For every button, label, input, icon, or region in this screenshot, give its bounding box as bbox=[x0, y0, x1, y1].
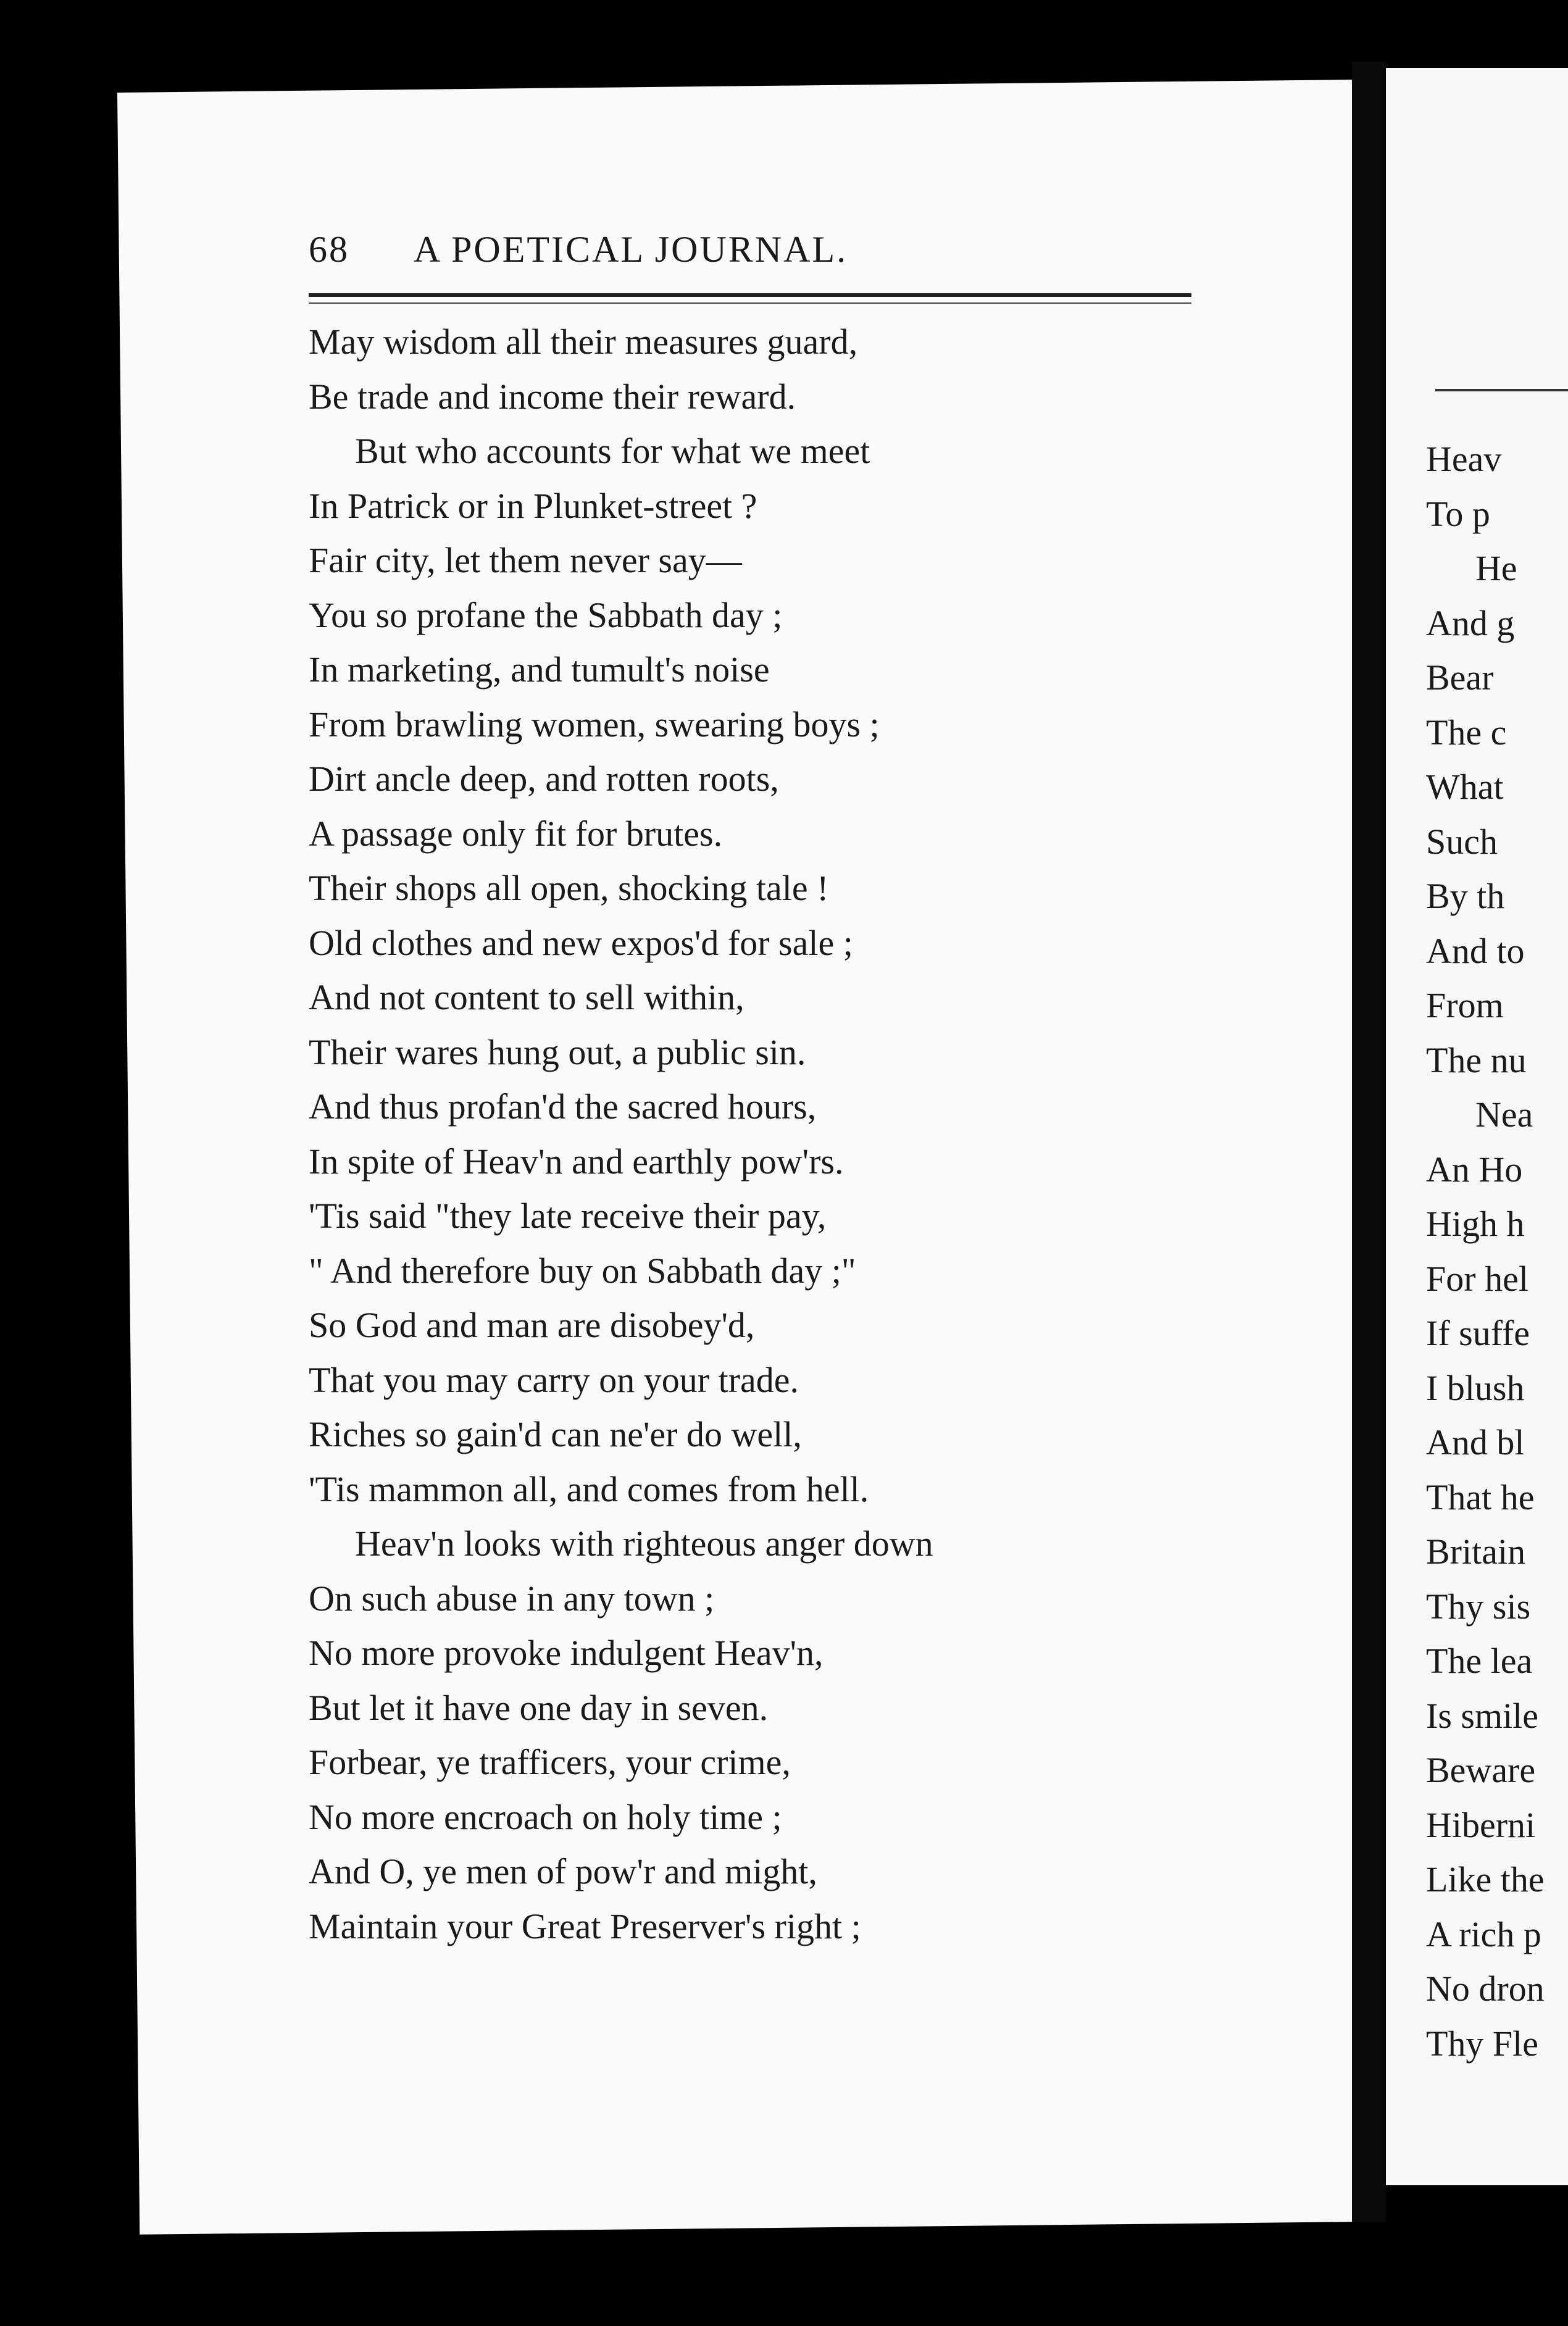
right-page-lines bbox=[1426, 432, 1545, 2071]
poem-line: " And therefore buy on Sabbath day ;" bbox=[309, 1250, 856, 1291]
poem-line: 'Tis mammon all, and comes from hell. bbox=[309, 1469, 869, 1509]
right-line: To p bbox=[1426, 493, 1490, 534]
right-line: And to bbox=[1426, 930, 1525, 971]
poem-line: That you may carry on your trade. bbox=[309, 1359, 799, 1400]
right-line: Like the bbox=[1426, 1859, 1545, 1899]
right-line: What bbox=[1426, 767, 1504, 807]
right-line: And bl bbox=[1426, 1422, 1525, 1462]
right-line: Thy sis bbox=[1426, 1586, 1531, 1627]
poem-line: But let it have one day in seven. bbox=[309, 1687, 769, 1728]
poem-line: No more encroach on holy time ; bbox=[309, 1796, 782, 1837]
right-line: Such bbox=[1426, 821, 1498, 862]
right-line: The nu bbox=[1426, 1040, 1527, 1080]
right-line: The lea bbox=[1426, 1641, 1533, 1681]
poem-line: A passage only fit for brutes. bbox=[309, 813, 723, 854]
poem-line: Maintain your Great Preserver's right ; bbox=[309, 1906, 861, 1946]
right-line: I blush bbox=[1426, 1367, 1525, 1408]
right-line: Britain bbox=[1426, 1532, 1526, 1572]
right-page-header-rule bbox=[1435, 389, 1568, 391]
right-line: From bbox=[1426, 985, 1504, 1025]
poem-line: May wisdom all their measures guard, bbox=[309, 322, 858, 362]
poem-line: Their wares hung out, a public sin. bbox=[309, 1032, 806, 1072]
poem-line: On such abuse in any town ; bbox=[309, 1578, 715, 1619]
poem-line: No more provoke indulgent Heav'n, bbox=[309, 1633, 824, 1673]
right-line: A rich p bbox=[1426, 1914, 1541, 1954]
poem-text bbox=[309, 315, 1185, 1954]
right-line: Heav bbox=[1426, 439, 1502, 479]
poem-line: Fair city, let them never say— bbox=[309, 540, 742, 580]
poem-line: Old clothes and new expos'd for sale ; bbox=[309, 922, 853, 963]
right-line: High h bbox=[1426, 1204, 1525, 1244]
header-rule-thin bbox=[309, 302, 1191, 304]
right-line: If suffe bbox=[1426, 1313, 1530, 1353]
right-line: That he bbox=[1426, 1477, 1535, 1517]
right-line: The c bbox=[1426, 712, 1507, 752]
poem-line: And thus profan'd the sacred hours, bbox=[309, 1086, 817, 1127]
poem-line: 'Tis said "they late receive their pay, bbox=[309, 1196, 827, 1236]
right-line: He bbox=[1475, 548, 1517, 588]
right-line: Nea bbox=[1475, 1094, 1533, 1135]
page-number: 68 bbox=[309, 229, 349, 270]
right-line: Hiberni bbox=[1426, 1804, 1536, 1845]
poem-line: In marketing, and tumult's noise bbox=[309, 649, 770, 690]
right-line: And g bbox=[1426, 602, 1515, 643]
right-line: No dron bbox=[1426, 1969, 1545, 2009]
right-line: Bear bbox=[1426, 657, 1494, 698]
right-line: For hel bbox=[1426, 1258, 1528, 1299]
running-head-title: A POETICAL JOURNAL. bbox=[414, 229, 848, 270]
right-page bbox=[1386, 68, 1568, 2185]
poem-line: You so profane the Sabbath day ; bbox=[309, 594, 783, 635]
header-rule-thick bbox=[309, 293, 1191, 297]
right-line: Beware bbox=[1426, 1750, 1536, 1790]
poem-line: And O, ye men of pow'r and might, bbox=[309, 1851, 817, 1891]
poem-line: Heav'n looks with righteous anger down bbox=[355, 1524, 933, 1564]
book-gutter bbox=[1352, 62, 1386, 2222]
poem-line: But who accounts for what we meet bbox=[355, 431, 870, 471]
poem-line: And not content to sell within, bbox=[309, 977, 744, 1017]
right-line: An Ho bbox=[1426, 1149, 1523, 1190]
poem-line: So God and man are disobey'd, bbox=[309, 1305, 755, 1345]
poem-line: In spite of Heav'n and earthly pow'rs. bbox=[309, 1141, 844, 1182]
poem-line: Forbear, ye trafficers, your crime, bbox=[309, 1742, 791, 1782]
poem-line: In Patrick or in Plunket-street ? bbox=[309, 485, 757, 526]
right-line: Thy Fle bbox=[1426, 2023, 1539, 2064]
right-line: Is smile bbox=[1426, 1695, 1539, 1736]
poem-line: Be trade and income their reward. bbox=[309, 376, 796, 417]
poem-line: From brawling women, swearing boys ; bbox=[309, 704, 880, 744]
poem-line: Dirt ancle deep, and rotten roots, bbox=[309, 759, 779, 799]
poem-line: Their shops all open, shocking tale ! bbox=[309, 868, 829, 908]
right-line: By th bbox=[1426, 876, 1505, 916]
poem-line: Riches so gain'd can ne'er do well, bbox=[309, 1414, 802, 1454]
